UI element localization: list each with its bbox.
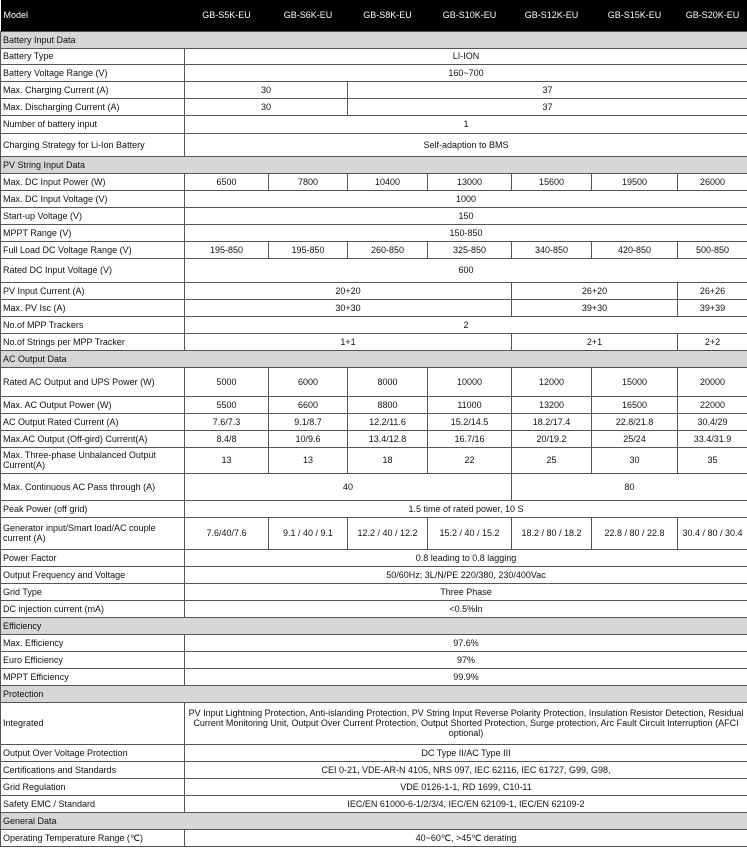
spec-value: 12000 bbox=[512, 367, 592, 396]
spec-row bbox=[1, 190, 747, 207]
spec-row bbox=[1, 98, 747, 115]
spec-label: Integrated bbox=[1, 702, 185, 744]
spec-row bbox=[1, 583, 747, 600]
spec-label: Max. DC Input Voltage (V) bbox=[1, 190, 185, 207]
spec-value: IEC/EN 61000-6-1/2/3/4, IEC/EN 62109-1, IEC/EN 62109-2 bbox=[185, 795, 747, 812]
spec-value: 325-850 bbox=[428, 241, 512, 258]
section-title: AC Output Data bbox=[1, 350, 747, 367]
spec-value: 600 bbox=[185, 258, 747, 282]
spec-row bbox=[1, 668, 747, 685]
spec-label: Charging Strategy for Li-Ion Battery bbox=[1, 133, 185, 156]
spec-value: 13.4/12.8 bbox=[348, 430, 428, 447]
spec-value: 35 bbox=[678, 447, 747, 473]
spec-value: 50/60Hz; 3L/N/PE 220/380, 230/400Vac bbox=[185, 566, 747, 583]
spec-value: 30.4/29 bbox=[678, 413, 747, 430]
header-label: Model bbox=[1, 0, 185, 31]
spec-value: 7.6/40/7.6 bbox=[185, 517, 269, 549]
spec-value: 9.1/8.7 bbox=[269, 413, 348, 430]
spec-row bbox=[1, 549, 747, 566]
spec-label: Number of battery input bbox=[1, 115, 185, 133]
spec-value: 500-850 bbox=[678, 241, 747, 258]
spec-value: 1.5 time of rated power, 10 S bbox=[185, 500, 747, 517]
spec-row bbox=[1, 224, 747, 241]
spec-row bbox=[1, 566, 747, 583]
spec-value: 99.9% bbox=[185, 668, 747, 685]
spec-value: 13 bbox=[185, 447, 269, 473]
spec-value: 15600 bbox=[512, 173, 592, 190]
spec-label: Output Over Voltage Protection bbox=[1, 744, 185, 761]
spec-label: Max. Three-phase Unbalanced Output Current(A) bbox=[1, 447, 185, 473]
spec-label: Max. Discharging Current (A) bbox=[1, 98, 185, 115]
spec-row bbox=[1, 316, 747, 333]
spec-value: 8.4/8 bbox=[185, 430, 269, 447]
spec-value: 30.4 / 80 / 30.4 bbox=[678, 517, 747, 549]
spec-value: VDE 0126-1-1, RD 1699, C10-11 bbox=[185, 778, 747, 795]
spec-value: 1 bbox=[185, 115, 747, 133]
spec-label: Max.AC Output (Off-gird) Current(A) bbox=[1, 430, 185, 447]
spec-label: Euro Efficiency bbox=[1, 651, 185, 668]
spec-label: PV Input Current (A) bbox=[1, 282, 185, 299]
spec-value: 10000 bbox=[428, 367, 512, 396]
spec-row bbox=[1, 430, 747, 447]
section-header-row bbox=[1, 685, 747, 702]
spec-row bbox=[1, 517, 747, 549]
spec-row bbox=[1, 600, 747, 617]
spec-row bbox=[1, 500, 747, 517]
spec-label: Start-up Voltage (V) bbox=[1, 207, 185, 224]
spec-row bbox=[1, 829, 747, 846]
spec-label: Max. Efficiency bbox=[1, 634, 185, 651]
spec-value: 9.1 / 40 / 9.1 bbox=[269, 517, 348, 549]
spec-row bbox=[1, 282, 747, 299]
spec-row bbox=[1, 241, 747, 258]
spec-label: Peak Power (off grid) bbox=[1, 500, 185, 517]
spec-value: 19500 bbox=[592, 173, 678, 190]
spec-label: Battery Voltage Range (V) bbox=[1, 64, 185, 81]
spec-value: 10/9.6 bbox=[269, 430, 348, 447]
spec-value: 37 bbox=[348, 81, 747, 98]
spec-row bbox=[1, 761, 747, 778]
spec-value: LI-ION bbox=[185, 48, 747, 64]
spec-value: 25/24 bbox=[592, 430, 678, 447]
model-name: GB-S8K-EU bbox=[348, 0, 428, 31]
spec-value: 80 bbox=[512, 473, 747, 500]
spec-value: 22000 bbox=[678, 396, 747, 413]
spec-label: No.of Strings per MPP Tracker bbox=[1, 333, 185, 350]
spec-value: 18.2/17.4 bbox=[512, 413, 592, 430]
spec-value: 12.2/11.6 bbox=[348, 413, 428, 430]
spec-value: 2+1 bbox=[512, 333, 678, 350]
spec-row bbox=[1, 651, 747, 668]
spec-value: DC Type II/AC Type III bbox=[185, 744, 747, 761]
spec-value: 1000 bbox=[185, 190, 747, 207]
spec-label: Grid Type bbox=[1, 583, 185, 600]
spec-row bbox=[1, 447, 747, 473]
spec-value: 30 bbox=[185, 81, 348, 98]
spec-value: 7800 bbox=[269, 173, 348, 190]
spec-row bbox=[1, 367, 747, 396]
spec-value: CEI 0-21, VDE-AR-N 4105, NRS 097, IEC 62116, IEC 61727, G99, G98, bbox=[185, 761, 747, 778]
spec-value: 30 bbox=[592, 447, 678, 473]
model-name: GB-S15K-EU bbox=[592, 0, 678, 31]
spec-row bbox=[1, 173, 747, 190]
spec-label: No.of MPP Trackers bbox=[1, 316, 185, 333]
header-row bbox=[1, 0, 747, 31]
section-header-row bbox=[1, 156, 747, 173]
spec-row bbox=[1, 634, 747, 651]
spec-value: 5000 bbox=[185, 367, 269, 396]
spec-value: 150 bbox=[185, 207, 747, 224]
spec-value: 8800 bbox=[348, 396, 428, 413]
spec-label: Battery Type bbox=[1, 48, 185, 64]
spec-value: 39+39 bbox=[678, 299, 747, 316]
spec-value: 97.6% bbox=[185, 634, 747, 651]
spec-label: MPPT Efficiency bbox=[1, 668, 185, 685]
spec-label: DC injection current (mA) bbox=[1, 600, 185, 617]
spec-value: 2 bbox=[185, 316, 747, 333]
spec-value: 150-850 bbox=[185, 224, 747, 241]
spec-label: Rated AC Output and UPS Power (W) bbox=[1, 367, 185, 396]
section-title: General Data bbox=[1, 812, 747, 829]
spec-row bbox=[1, 744, 747, 761]
spec-row bbox=[1, 413, 747, 430]
spec-row bbox=[1, 133, 747, 156]
spec-label: Max. Charging Current (A) bbox=[1, 81, 185, 98]
model-name: GB-S10K-EU bbox=[428, 0, 512, 31]
spec-label: Operating Temperature Range (℃) bbox=[1, 829, 185, 846]
spec-row bbox=[1, 795, 747, 812]
spec-value: 0.8 leading to 0.8 lagging bbox=[185, 549, 747, 566]
spec-value: 13 bbox=[269, 447, 348, 473]
section-title: Efficiency bbox=[1, 617, 747, 634]
spec-value: 40 bbox=[185, 473, 512, 500]
spec-label: Rated DC Input Voltage (V) bbox=[1, 258, 185, 282]
spec-value: 33.4/31.9 bbox=[678, 430, 747, 447]
spec-value: 37 bbox=[348, 98, 747, 115]
spec-value: 2+2 bbox=[678, 333, 747, 350]
spec-value: 260-850 bbox=[348, 241, 428, 258]
spec-value: 6000 bbox=[269, 367, 348, 396]
spec-value: 15.2 / 40 / 15.2 bbox=[428, 517, 512, 549]
spec-value: 18.2 / 80 / 18.2 bbox=[512, 517, 592, 549]
spec-label: Max. Continuous AC Pass through (A) bbox=[1, 473, 185, 500]
section-title: Protection bbox=[1, 685, 747, 702]
spec-value: 195-850 bbox=[185, 241, 269, 258]
spec-row bbox=[1, 333, 747, 350]
spec-row bbox=[1, 48, 747, 64]
spec-value: 8000 bbox=[348, 367, 428, 396]
spec-label: Output Frequency and Voltage bbox=[1, 566, 185, 583]
spec-value: 6500 bbox=[185, 173, 269, 190]
spec-value: 195-850 bbox=[269, 241, 348, 258]
spec-label: Full Load DC Voltage Range (V) bbox=[1, 241, 185, 258]
spec-value: 5500 bbox=[185, 396, 269, 413]
spec-value: 26+26 bbox=[678, 282, 747, 299]
spec-value: 18 bbox=[348, 447, 428, 473]
section-header-row bbox=[1, 812, 747, 829]
spec-value: 16500 bbox=[592, 396, 678, 413]
spec-row bbox=[1, 81, 747, 98]
spec-value: Three Phase bbox=[185, 583, 747, 600]
spec-value: 26000 bbox=[678, 173, 747, 190]
spec-value: PV Input Lightning Protection, Anti-islanding Protection, PV String Input Reverse Polarity Protection, Insulation Resistor Detection, Residual Current Monitoring Unit, Output Over Current Protection, Output Shorted Protection, Surge protection, Arc Fault Circuit Interruption (AFCI optional) bbox=[185, 702, 747, 744]
spec-label: Generator input/Smart load/AC couple current (A) bbox=[1, 517, 185, 549]
spec-row bbox=[1, 396, 747, 413]
spec-value: 12.2 / 40 / 12.2 bbox=[348, 517, 428, 549]
spec-value: 22.8/21.8 bbox=[592, 413, 678, 430]
model-name: GB-S12K-EU bbox=[512, 0, 592, 31]
spec-value: 15.2/14.5 bbox=[428, 413, 512, 430]
spec-value: 1+1 bbox=[185, 333, 512, 350]
spec-row bbox=[1, 299, 747, 316]
spec-row bbox=[1, 778, 747, 795]
spec-value: 25 bbox=[512, 447, 592, 473]
spec-label: Power Factor bbox=[1, 549, 185, 566]
spec-value: 30+30 bbox=[185, 299, 512, 316]
spec-value: 11000 bbox=[428, 396, 512, 413]
spec-value: 22.8 / 80 / 22.8 bbox=[592, 517, 678, 549]
spec-value: 420-850 bbox=[592, 241, 678, 258]
model-name: GB-S5K-EU bbox=[185, 0, 269, 31]
spec-value: <0.5%In bbox=[185, 600, 747, 617]
spec-row bbox=[1, 207, 747, 224]
spec-value: Self-adaption to BMS bbox=[185, 133, 747, 156]
spec-row bbox=[1, 258, 747, 282]
spec-value: 13200 bbox=[512, 396, 592, 413]
model-name: GB-S6K-EU bbox=[269, 0, 348, 31]
spec-value: 26+20 bbox=[512, 282, 678, 299]
spec-value: 30 bbox=[185, 98, 348, 115]
spec-value: 10400 bbox=[348, 173, 428, 190]
spec-value: 6600 bbox=[269, 396, 348, 413]
spec-value: 39+30 bbox=[512, 299, 678, 316]
section-header-row bbox=[1, 617, 747, 634]
spec-label: AC Output Rated Current (A) bbox=[1, 413, 185, 430]
spec-label: Certifications and Standards bbox=[1, 761, 185, 778]
spec-row bbox=[1, 702, 747, 744]
spec-label: MPPT Range (V) bbox=[1, 224, 185, 241]
spec-value: 7.6/7.3 bbox=[185, 413, 269, 430]
spec-value: 40~60℃, >45℃ derating bbox=[185, 829, 747, 846]
spec-label: Max. PV Isc (A) bbox=[1, 299, 185, 316]
section-title: Battery Input Data bbox=[1, 31, 747, 48]
spec-label: Max. AC Output Power (W) bbox=[1, 396, 185, 413]
spec-value: 340-850 bbox=[512, 241, 592, 258]
spec-value: 22 bbox=[428, 447, 512, 473]
spec-value: 97% bbox=[185, 651, 747, 668]
spec-value: 13000 bbox=[428, 173, 512, 190]
model-name: GB-S20K-EU bbox=[678, 0, 747, 31]
section-header-row bbox=[1, 31, 747, 48]
section-header-row bbox=[1, 350, 747, 367]
spec-row bbox=[1, 115, 747, 133]
spec-value: 15000 bbox=[592, 367, 678, 396]
spec-label: Grid Regulation bbox=[1, 778, 185, 795]
spec-value: 20+20 bbox=[185, 282, 512, 299]
spec-value: 16.7/16 bbox=[428, 430, 512, 447]
spec-table-body bbox=[1, 0, 747, 846]
spec-value: 20000 bbox=[678, 367, 747, 396]
spec-value: 20/19.2 bbox=[512, 430, 592, 447]
spec-row bbox=[1, 473, 747, 500]
spec-value: 160~700 bbox=[185, 64, 747, 81]
section-title: PV String Input Data bbox=[1, 156, 747, 173]
spec-row bbox=[1, 64, 747, 81]
spec-label: Max. DC Input Power (W) bbox=[1, 173, 185, 190]
spec-label: Safety EMC / Standard bbox=[1, 795, 185, 812]
